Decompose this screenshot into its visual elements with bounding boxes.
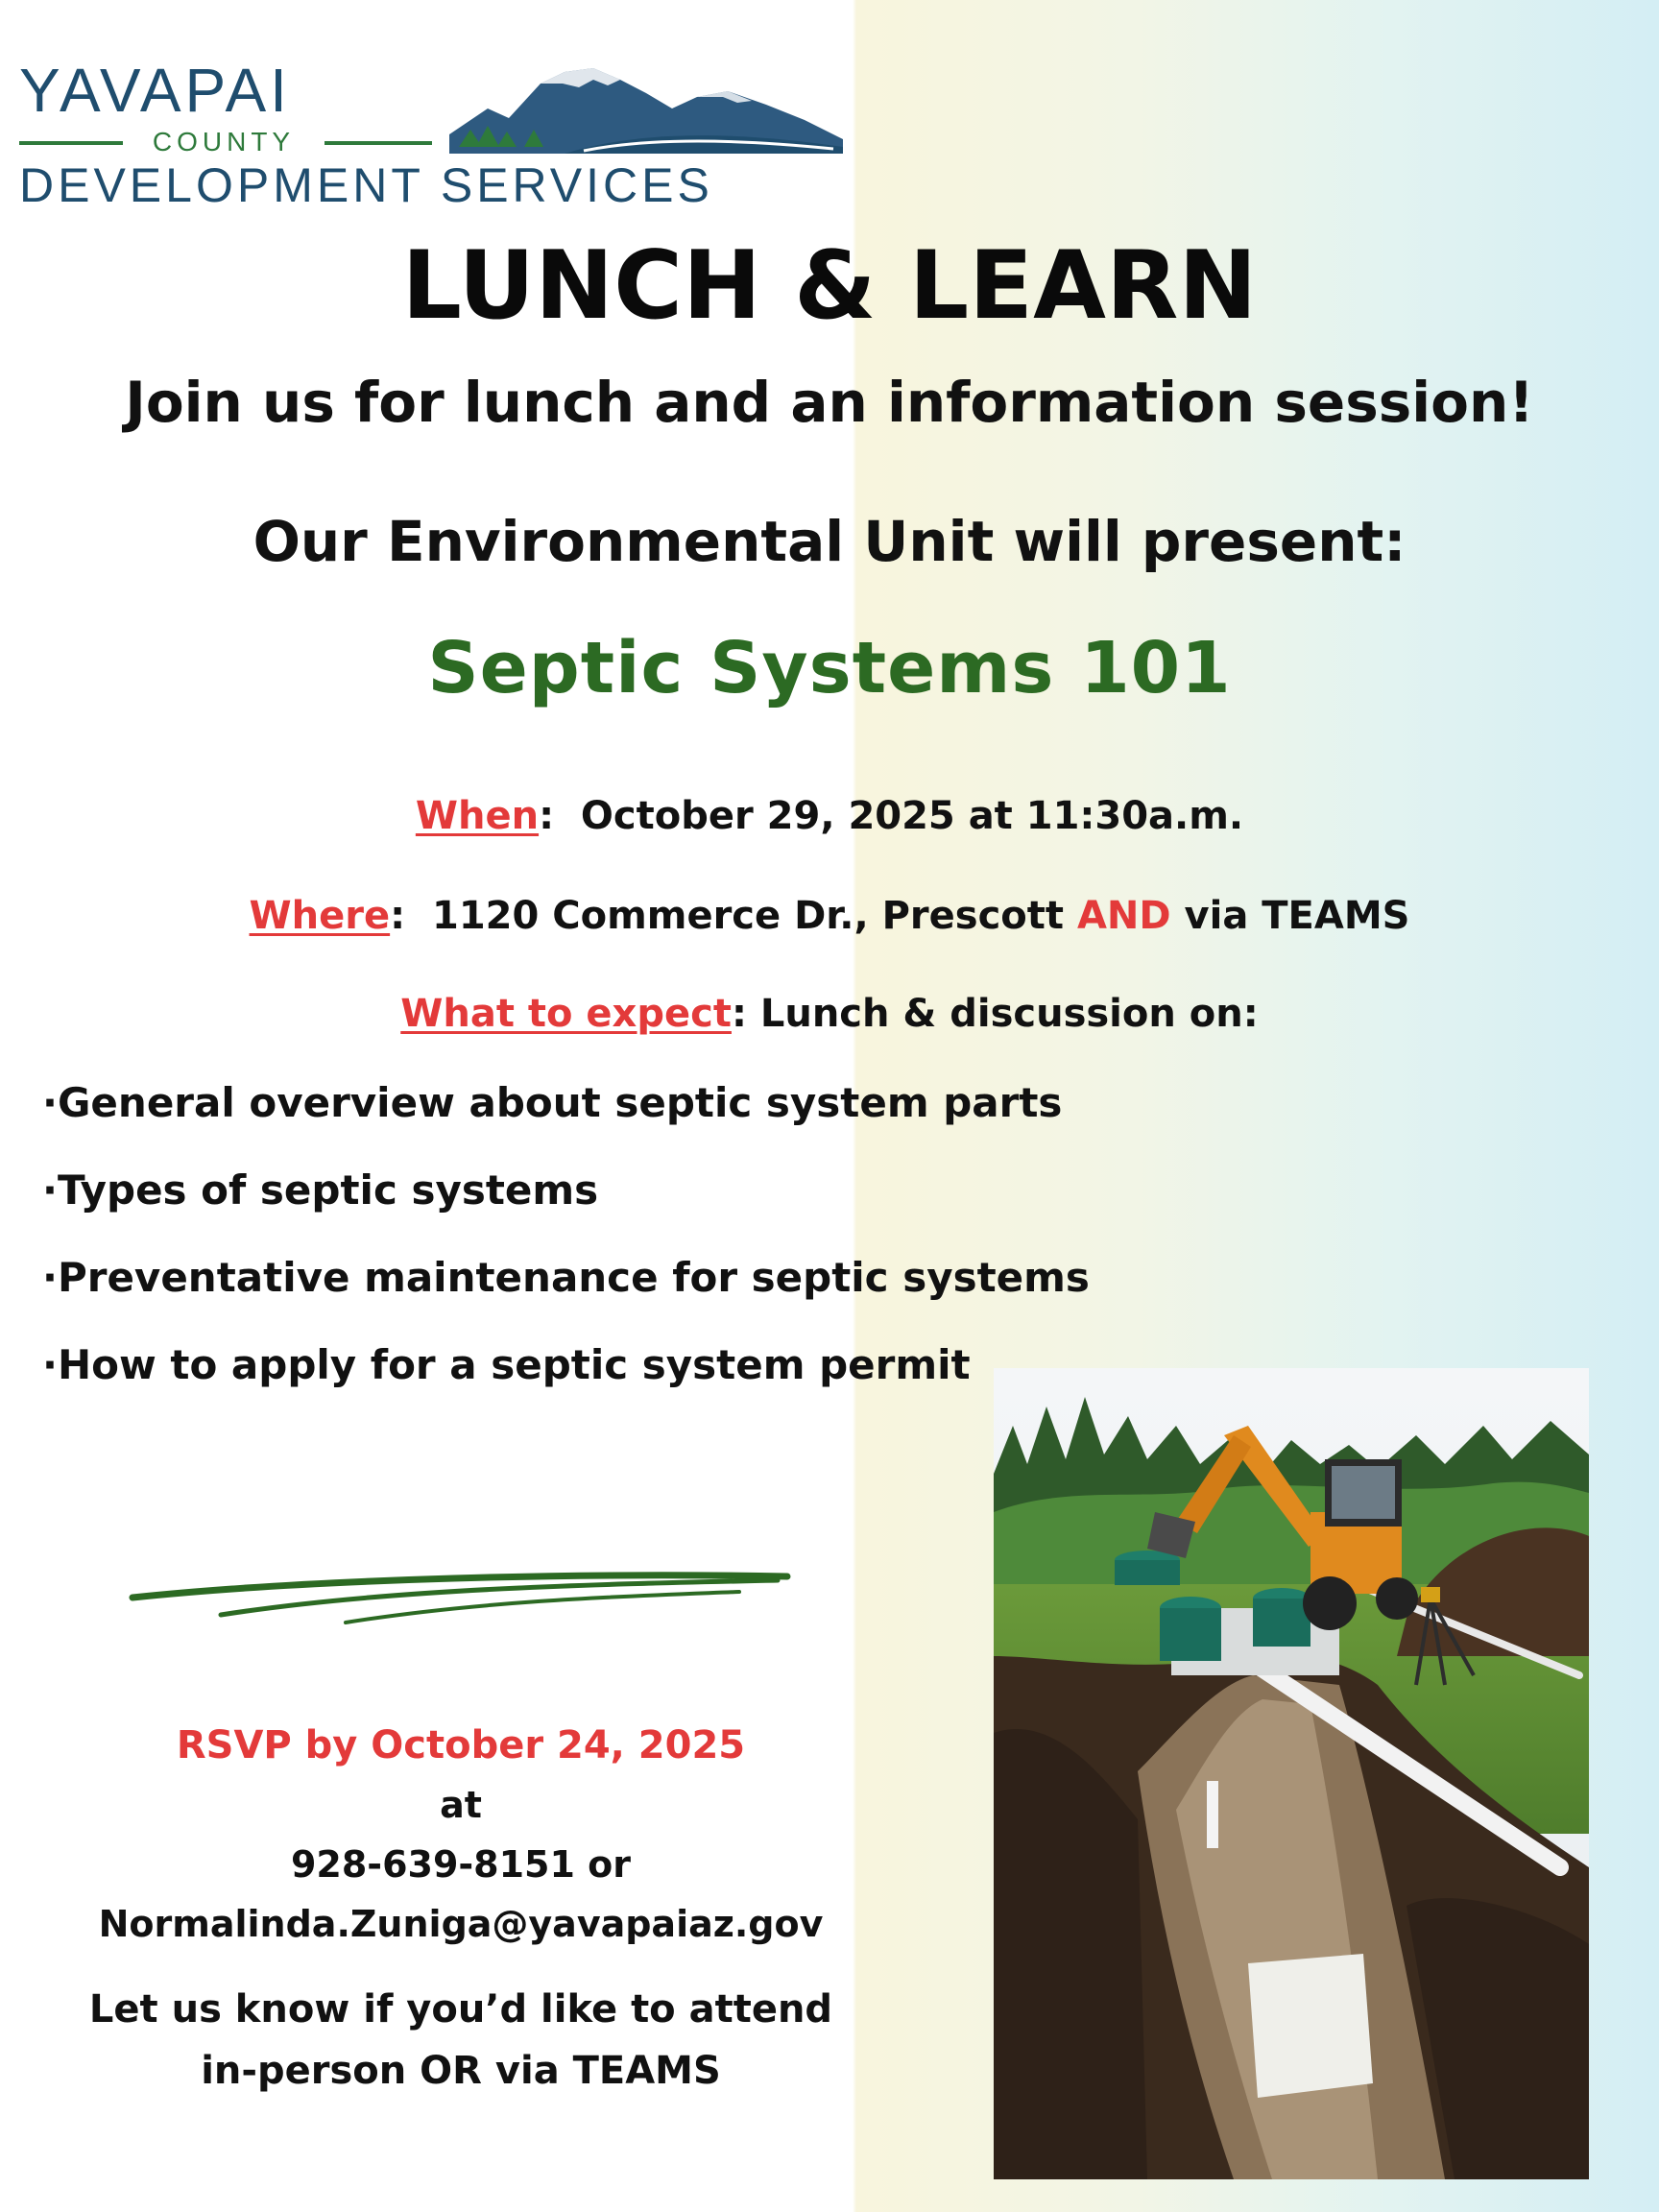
expect-line: What to expect: Lunch & discussion on: [400,992,1259,1036]
logo-county: COUNTY [152,127,296,156]
rsvp-email: Normalinda.Zuniga@yavapaiaz.gov [98,1903,824,1945]
when-line: When: October 29, 2025 at 11:30a.m. [415,794,1244,838]
mountains-logo-icon [449,62,843,154]
topic-title: Septic Systems 101 [427,627,1232,709]
where-value: 1120 Commerce Dr., Prescott [432,894,1065,938]
expect-value: Lunch & discussion on: [759,992,1259,1036]
logo-county-row [19,128,432,156]
where-line: Where: 1120 Commerce Dr., Prescott AND via TEAMS [249,894,1410,938]
rsvp-deadline: RSVP by October 24, 2025 [176,1723,746,1767]
expect-label: What to expect [400,992,732,1036]
where-emphasis: AND [1076,894,1171,938]
bullet-item: ·General overview about septic system parts [42,1079,1063,1126]
where-label: Where [249,894,391,938]
rsvp-note-line2: in-person OR via TEAMS [201,2049,721,2093]
subtitle: Join us for lunch and an information session! [125,370,1534,435]
swoosh-divider [125,1555,797,1632]
bullet-item: ·Preventative maintenance for septic systems [42,1254,1090,1301]
where-value-post: via TEAMS [1184,894,1410,938]
bullet-item: ·Types of septic systems [42,1166,599,1214]
rsvp-note-line1: Let us know if you’d like to attend [88,1987,833,2032]
presenter-line: Our Environmental Unit will present: [252,509,1407,574]
rsvp-phone: 928-639-8151 or [290,1843,632,1886]
rsvp-at: at [440,1784,482,1826]
when-label: When [415,794,540,838]
logo-services: DEVELOPMENT SERVICES [19,158,713,212]
logo-name: YAVAPAI [19,56,291,125]
bullet-item: ·How to apply for a septic system permit [42,1341,971,1388]
page-title: LUNCH & LEARN [401,231,1258,341]
septic-installation-photo [994,1368,1589,2179]
when-value: October 29, 2025 at 11:30a.m. [580,794,1244,838]
